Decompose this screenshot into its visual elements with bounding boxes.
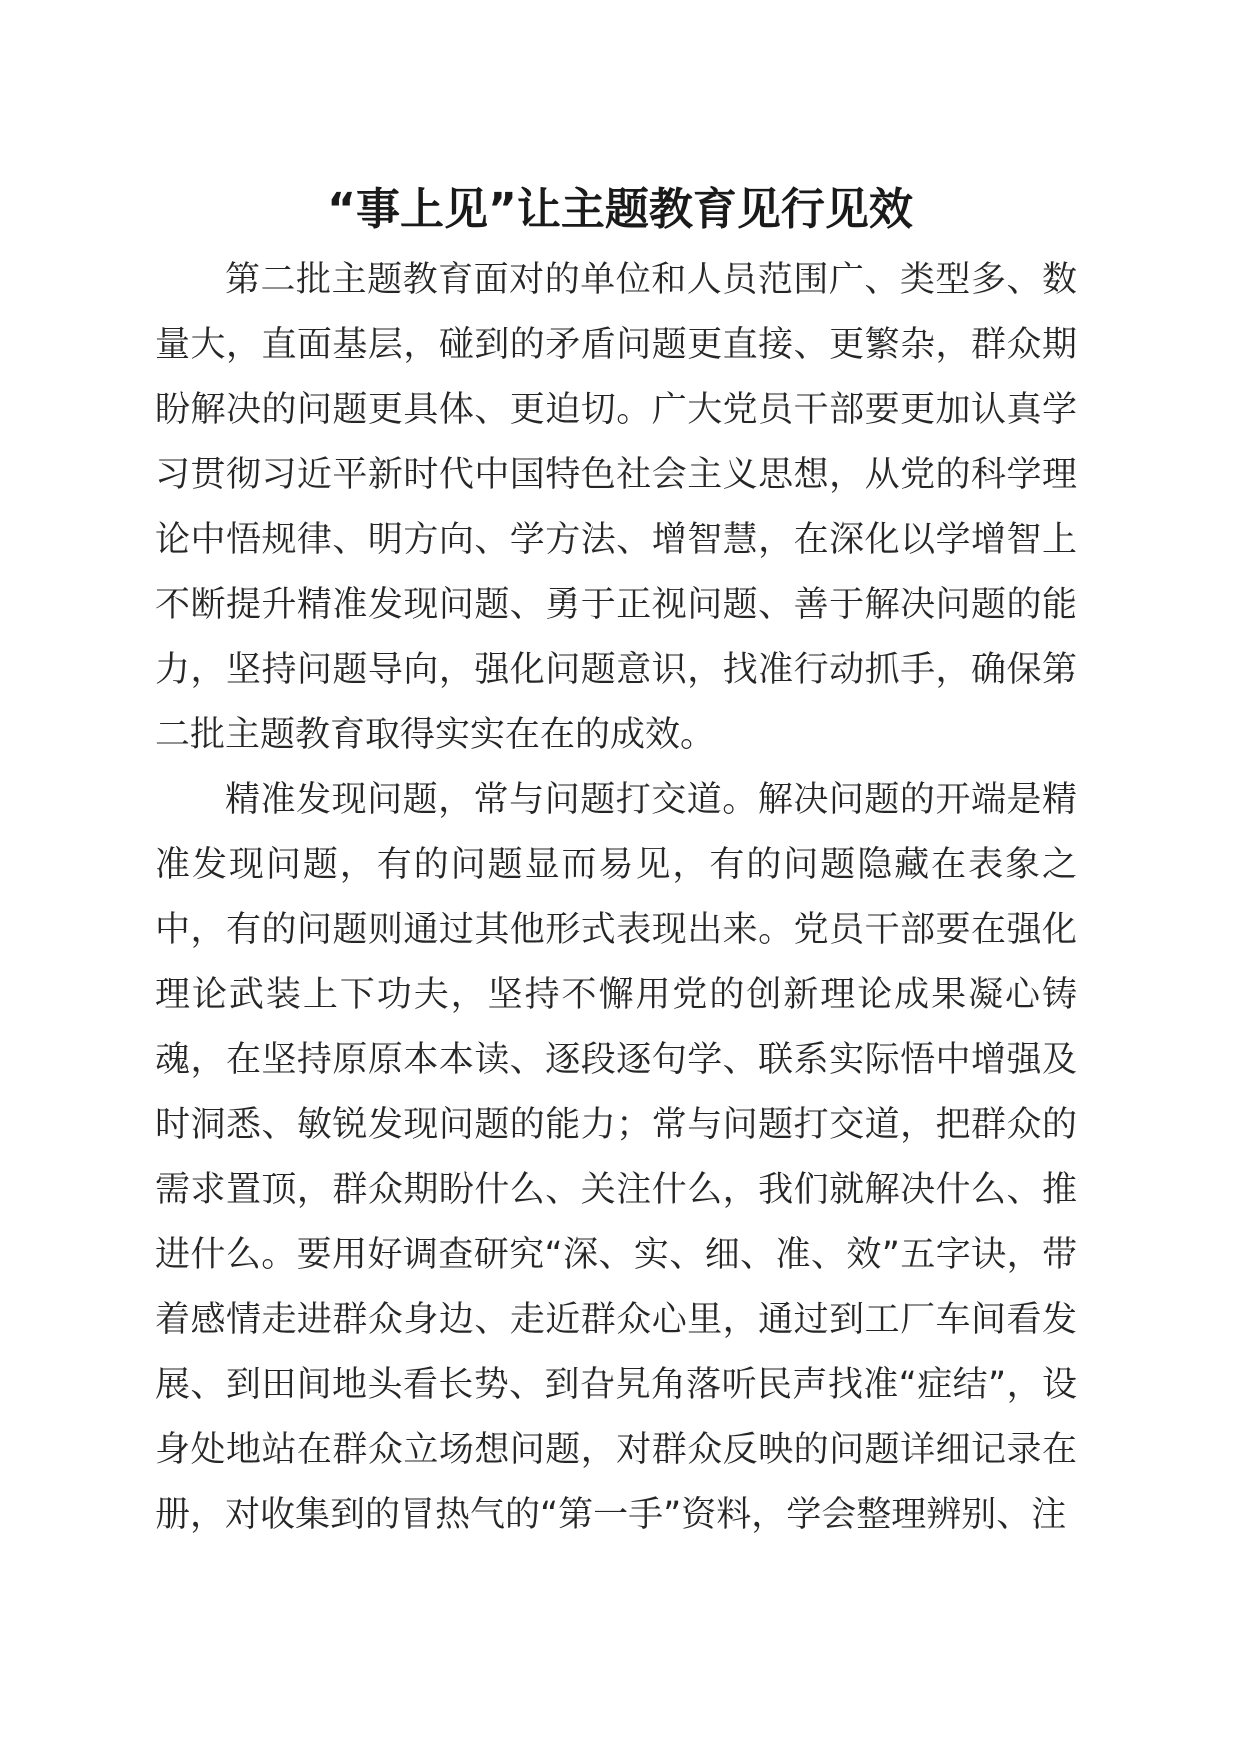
document-title: “事上见”让主题教育见行见效 [327, 184, 913, 235]
paragraph: 精准发现问题，常与问题打交道。解决问题的开端是精准发现问题，有的问题显而易见，有的问题隐藏在表象之中，有的问题则通过其他形式表现出来。党员干部要在强化理论武装上下功夫，坚持不懈用党的创新理论成果凝心铸魂，在坚持原原本本读、逐段逐句学、联系实际悟中增强及时洞悉、敏锐发现问题的能力；常与问题打交道，把群众的需求置顶，群众期盼什么、关注什么，我们就解决什么、推进什么。要用好调查研究“深、实、细、准、效”五字诀，带着感情走进群众身边、走近群众心里，通过到工厂车间看发展、到田间地头看长势、到旮旯角落听民声找准“症结”，设身处地站在群众立场想问题，对群众反映的问题详细记录在册，对收集到的冒热气的“第一手”资料，学会整理辨别、注 [155, 780, 1077, 1535]
document-body [155, 248, 1077, 1548]
paragraph: 第二批主题教育面对的单位和人员范围广、类型多、数量大，直面基层，碰到的矛盾问题更直接、更繁杂，群众期盼解决的问题更具体、更迫切。广大党员干部要更加认真学习贯彻习近平新时代中国特色社会主义思想，从党的科学理论中悟规律、明方向、学方法、增智慧，在深化以学增智上不断提升精准发现问题、勇于正视问题、善于解决问题的能力，坚持问题导向，强化问题意识，找准行动抓手，确保第二批主题教育取得实实在在的成效。 [155, 260, 1077, 755]
